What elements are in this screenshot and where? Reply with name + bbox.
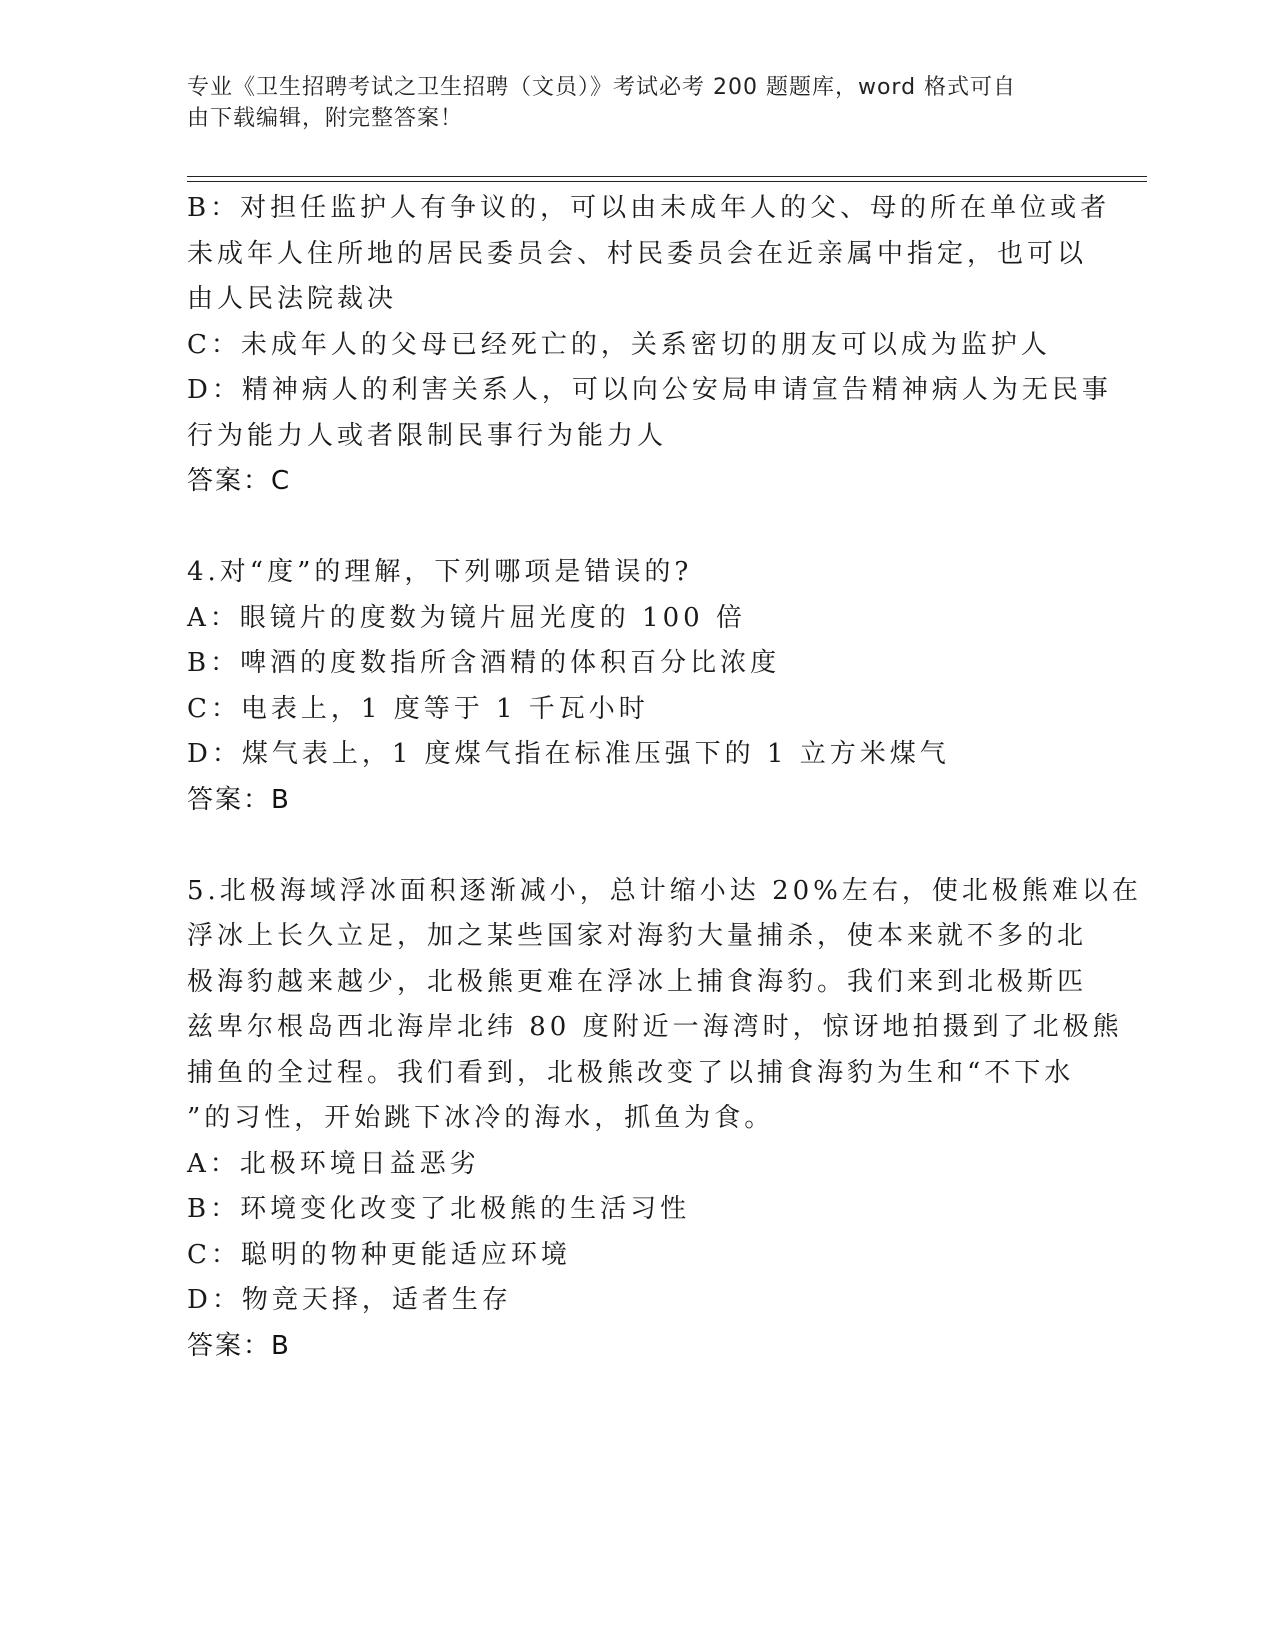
q5-stem-line-2: 浮冰上长久立足，加之某些国家对海豹大量捕杀，使本来就不多的北 [187,921,1088,951]
q5-stem-line-3: 极海豹越来越少，北极熊更难在浮冰上捕食海豹。我们来到北极斯匹 [187,966,1088,997]
document-body [187,186,1142,1369]
q4-stem: 4.对“度”的理解，下列哪项是错误的? [187,557,693,587]
q3-answer: 答案：C [187,466,292,496]
q5-stem-line-6: ”的习性，开始跳下冰冷的海水，抓鱼为食。 [187,1103,775,1133]
q5-stem-line-1: 5.北极海域浮冰面积逐渐减小，总计缩小达 20%左右，使北极熊难以在 [187,875,1142,906]
q4-option-c: C：电表上，1 度等于 1 千瓦小时 [187,693,649,724]
q5-option-d: D：物竞天择，适者生存 [187,1285,512,1315]
q3-option-b-line-1: B：对担任监护人有争议的，可以由未成年人的父、母的所在单位或者 [187,193,1111,223]
q4-option-d: D：煤气表上，1 度煤气指在标准压强下的 1 立方米煤气 [187,739,950,769]
q5-option-b: B：环境变化改变了北极熊的生活习性 [187,1194,691,1224]
q4-answer: 答案：B [187,784,291,815]
q5-stem-line-4: 兹卑尔根岛西北海岸北纬 80 度附近一海湾时，惊讶地拍摄到了北极熊 [187,1012,1123,1042]
spacer [187,505,1087,551]
q3-option-b-line-3: 由人民法院裁决 [187,284,398,314]
q3-option-c: C：未成年人的父母已经死亡的，关系密切的朋友可以成为监护人 [187,329,1051,360]
q3-option-b-line-2: 未成年人住所地的居民委员会、村民委员会在近亲属中指定，也可以 [187,238,1088,269]
q4-option-b: B：啤酒的度数指所含酒精的体积百分比浓度 [187,648,781,678]
question-3-continued [187,186,1112,505]
q5-stem-line-5: 捕鱼的全过程。我们看到，北极熊改变了以捕食海豹为生和“不下水 [187,1057,1075,1088]
header-divider [187,176,1147,182]
q5-option-c: C：聪明的物种更能适应环境 [187,1239,571,1270]
header-title-line-2: 由下载编辑，附完整答案！ [187,106,464,131]
document-header [187,72,1087,134]
q5-option-a: A：北极环境日益恶劣 [187,1148,480,1179]
question-4 [187,550,1087,823]
question-5 [187,869,1142,1370]
q5-answer: 答案：B [187,1330,291,1361]
q3-option-d-line-1: D：精神病人的利害关系人，可以向公安局申请宣告精神病人为无民事 [187,375,1112,405]
header-title-line-1: 专业《卫生招聘考试之卫生招聘（文员）》考试必考 200 题题库，word 格式可自 [187,75,1017,100]
spacer [187,823,1087,869]
q3-option-d-line-2: 行为能力人或者限制民事行为能力人 [187,420,668,451]
q4-option-a: A：眼镜片的度数为镜片屈光度的 100 倍 [187,602,746,633]
